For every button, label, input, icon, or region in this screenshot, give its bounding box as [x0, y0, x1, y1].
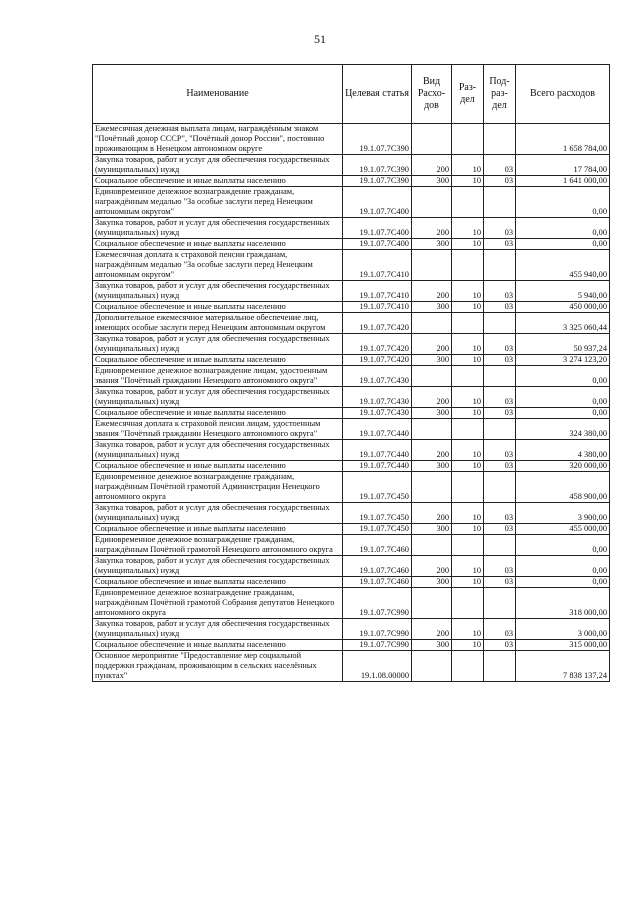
- table-row: [93, 651, 610, 682]
- row-kind-cell: 200: [412, 619, 452, 640]
- row-name-cell: Закупка товаров, работ и услуг для обеспечения государственных (муниципальных) нужд: [93, 334, 343, 355]
- row-subsection-cell: 03: [484, 440, 516, 461]
- row-total-cell: 4 380,00: [516, 440, 610, 461]
- table-row: [93, 313, 610, 334]
- row-code-cell: 19.1.07.7С430: [343, 387, 412, 408]
- row-name-cell: Единовременное денежное вознаграждение гражданам, награждённым Почётной грамотой Ненецкого автономного округа: [93, 535, 343, 556]
- row-subsection-cell: [484, 651, 516, 682]
- row-subsection-cell: [484, 187, 516, 218]
- row-section-cell: 10: [452, 524, 484, 535]
- row-kind-cell: 300: [412, 640, 452, 651]
- header-total: Всего расходов: [516, 65, 610, 124]
- row-code-cell: 19.1.07.7С400: [343, 187, 412, 218]
- row-subsection-cell: [484, 124, 516, 155]
- row-section-cell: [452, 419, 484, 440]
- row-section-cell: 10: [452, 440, 484, 461]
- row-total-cell: 5 940,00: [516, 281, 610, 302]
- row-kind-cell: [412, 250, 452, 281]
- row-name-cell: Единовременное денежное вознаграждение лицам, удостоенным звания "Почётный гражданин Ненецкого автономного округа": [93, 366, 343, 387]
- table-row: [93, 176, 610, 187]
- row-section-cell: 10: [452, 503, 484, 524]
- row-kind-cell: 300: [412, 176, 452, 187]
- row-section-cell: 10: [452, 281, 484, 302]
- table-body: [93, 124, 610, 682]
- row-code-cell: 19.1.08.00000: [343, 651, 412, 682]
- table-row: [93, 302, 610, 313]
- row-name-cell: Ежемесячная денежная выплата лицам, награждённым знаком "Почётный донор СССР", "Почётный донор России", постоянно проживающим в Ненецком автономном округе: [93, 124, 343, 155]
- row-name-cell: Социальное обеспечение и иные выплаты населению: [93, 640, 343, 651]
- table-row: [93, 239, 610, 250]
- row-total-cell: 0,00: [516, 556, 610, 577]
- table-row: [93, 503, 610, 524]
- row-code-cell: 19.1.07.7С400: [343, 218, 412, 239]
- row-code-cell: 19.1.07.7С990: [343, 619, 412, 640]
- row-code-cell: 19.1.07.7С430: [343, 366, 412, 387]
- row-total-cell: 0,00: [516, 366, 610, 387]
- row-kind-cell: 200: [412, 387, 452, 408]
- row-section-cell: 10: [452, 176, 484, 187]
- row-subsection-cell: 03: [484, 640, 516, 651]
- row-code-cell: 19.1.07.7С450: [343, 472, 412, 503]
- row-kind-cell: 300: [412, 355, 452, 366]
- row-section-cell: 10: [452, 302, 484, 313]
- row-subsection-cell: [484, 419, 516, 440]
- table-row: [93, 461, 610, 472]
- row-total-cell: 1 641 000,00: [516, 176, 610, 187]
- row-section-cell: 10: [452, 239, 484, 250]
- row-code-cell: 19.1.07.7С390: [343, 124, 412, 155]
- row-name-cell: Ежемесячная доплата к страховой пенсии лицам, удостоенным звания "Почётный гражданин Ненецкого автономного округа": [93, 419, 343, 440]
- row-name-cell: Социальное обеспечение и иные выплаты населению: [93, 239, 343, 250]
- table-row: [93, 250, 610, 281]
- row-section-cell: 10: [452, 556, 484, 577]
- row-section-cell: [452, 313, 484, 334]
- table-row: [93, 419, 610, 440]
- row-subsection-cell: 03: [484, 577, 516, 588]
- row-kind-cell: 300: [412, 408, 452, 419]
- row-subsection-cell: [484, 535, 516, 556]
- row-section-cell: [452, 651, 484, 682]
- row-kind-cell: 300: [412, 461, 452, 472]
- table-row: [93, 366, 610, 387]
- table-row: [93, 408, 610, 419]
- row-name-cell: Основное мероприятие "Предоставление мер социальной поддержки гражданам, проживающим в сельских населённых пунктах": [93, 651, 343, 682]
- row-name-cell: Социальное обеспечение и иные выплаты населению: [93, 302, 343, 313]
- row-total-cell: 455 940,00: [516, 250, 610, 281]
- row-subsection-cell: 03: [484, 524, 516, 535]
- header-section: Раз-дел: [452, 65, 484, 124]
- row-name-cell: Закупка товаров, работ и услуг для обеспечения государственных (муниципальных) нужд: [93, 440, 343, 461]
- row-code-cell: 19.1.07.7С390: [343, 155, 412, 176]
- budget-table: [92, 64, 610, 682]
- row-name-cell: Единовременное денежное вознаграждение гражданам, награждённым медалью "За особые заслуги перед Ненецким автономным округом": [93, 187, 343, 218]
- header-kind: Вид Расхо-дов: [412, 65, 452, 124]
- row-section-cell: 10: [452, 461, 484, 472]
- row-total-cell: 3 000,00: [516, 619, 610, 640]
- row-total-cell: 0,00: [516, 387, 610, 408]
- row-code-cell: 19.1.07.7С990: [343, 640, 412, 651]
- row-subsection-cell: 03: [484, 302, 516, 313]
- row-subsection-cell: [484, 472, 516, 503]
- row-section-cell: 10: [452, 577, 484, 588]
- row-subsection-cell: 03: [484, 387, 516, 408]
- row-subsection-cell: 03: [484, 218, 516, 239]
- row-subsection-cell: [484, 313, 516, 334]
- row-section-cell: [452, 124, 484, 155]
- row-code-cell: 19.1.07.7С460: [343, 577, 412, 588]
- row-code-cell: 19.1.07.7С400: [343, 239, 412, 250]
- table-row: [93, 387, 610, 408]
- row-section-cell: 10: [452, 408, 484, 419]
- page-number: 51: [314, 32, 326, 46]
- row-name-cell: Социальное обеспечение и иные выплаты населению: [93, 355, 343, 366]
- row-subsection-cell: [484, 366, 516, 387]
- row-name-cell: Закупка товаров, работ и услуг для обеспечения государственных (муниципальных) нужд: [93, 218, 343, 239]
- table-header-row: [93, 65, 610, 124]
- row-code-cell: 19.1.07.7С450: [343, 524, 412, 535]
- row-subsection-cell: 03: [484, 176, 516, 187]
- row-section-cell: 10: [452, 619, 484, 640]
- row-section-cell: 10: [452, 218, 484, 239]
- table-row: [93, 524, 610, 535]
- row-total-cell: 0,00: [516, 187, 610, 218]
- row-kind-cell: 300: [412, 577, 452, 588]
- row-section-cell: [452, 472, 484, 503]
- table-row: [93, 440, 610, 461]
- row-section-cell: 10: [452, 387, 484, 408]
- row-code-cell: 19.1.07.7С410: [343, 250, 412, 281]
- row-subsection-cell: 03: [484, 334, 516, 355]
- row-total-cell: 3 274 123,20: [516, 355, 610, 366]
- row-section-cell: 10: [452, 155, 484, 176]
- row-total-cell: 458 900,00: [516, 472, 610, 503]
- row-total-cell: 318 000,00: [516, 588, 610, 619]
- table-row: [93, 355, 610, 366]
- row-name-cell: Дополнительное ежемесячное материальное обеспечение лиц, имеющих особые заслуги перед Ненецким автономным округом: [93, 313, 343, 334]
- row-total-cell: 3 900,00: [516, 503, 610, 524]
- table-row: [93, 556, 610, 577]
- row-subsection-cell: [484, 250, 516, 281]
- row-total-cell: 0,00: [516, 239, 610, 250]
- table-row: [93, 218, 610, 239]
- row-name-cell: Закупка товаров, работ и услуг для обеспечения государственных (муниципальных) нужд: [93, 619, 343, 640]
- row-total-cell: 315 000,00: [516, 640, 610, 651]
- row-subsection-cell: 03: [484, 355, 516, 366]
- row-kind-cell: [412, 419, 452, 440]
- row-name-cell: Социальное обеспечение и иные выплаты населению: [93, 524, 343, 535]
- row-kind-cell: 200: [412, 155, 452, 176]
- row-name-cell: Закупка товаров, работ и услуг для обеспечения государственных (муниципальных) нужд: [93, 155, 343, 176]
- row-kind-cell: 300: [412, 239, 452, 250]
- row-name-cell: Закупка товаров, работ и услуг для обеспечения государственных (муниципальных) нужд: [93, 281, 343, 302]
- row-total-cell: 0,00: [516, 535, 610, 556]
- row-section-cell: 10: [452, 334, 484, 355]
- row-code-cell: 19.1.07.7С410: [343, 302, 412, 313]
- row-name-cell: Социальное обеспечение и иные выплаты населению: [93, 461, 343, 472]
- row-total-cell: 0,00: [516, 408, 610, 419]
- header-name: Наименование: [93, 65, 343, 124]
- row-code-cell: 19.1.07.7С420: [343, 334, 412, 355]
- row-kind-cell: 200: [412, 556, 452, 577]
- header-target: Целевая статья: [343, 65, 412, 124]
- row-total-cell: 1 658 784,00: [516, 124, 610, 155]
- row-code-cell: 19.1.07.7С460: [343, 535, 412, 556]
- row-code-cell: 19.1.07.7С420: [343, 313, 412, 334]
- table-row: [93, 619, 610, 640]
- row-code-cell: 19.1.07.7С460: [343, 556, 412, 577]
- row-kind-cell: [412, 472, 452, 503]
- row-code-cell: 19.1.07.7С440: [343, 461, 412, 472]
- row-name-cell: Единовременное денежное вознаграждение гражданам, награждённым Почётной грамотой Собрания депутатов Ненецкого автономного округа: [93, 588, 343, 619]
- row-code-cell: 19.1.07.7С430: [343, 408, 412, 419]
- row-kind-cell: [412, 187, 452, 218]
- row-subsection-cell: 03: [484, 281, 516, 302]
- row-subsection-cell: 03: [484, 503, 516, 524]
- row-total-cell: 0,00: [516, 218, 610, 239]
- table-row: [93, 577, 610, 588]
- row-total-cell: 324 380,00: [516, 419, 610, 440]
- row-code-cell: 19.1.07.7С450: [343, 503, 412, 524]
- row-total-cell: 50 937,24: [516, 334, 610, 355]
- table-row: [93, 535, 610, 556]
- row-name-cell: Социальное обеспечение и иные выплаты населению: [93, 577, 343, 588]
- row-kind-cell: 200: [412, 218, 452, 239]
- row-kind-cell: 200: [412, 334, 452, 355]
- row-name-cell: Закупка товаров, работ и услуг для обеспечения государственных (муниципальных) нужд: [93, 556, 343, 577]
- row-subsection-cell: 03: [484, 556, 516, 577]
- row-section-cell: [452, 588, 484, 619]
- row-subsection-cell: 03: [484, 461, 516, 472]
- row-kind-cell: 200: [412, 503, 452, 524]
- row-kind-cell: 200: [412, 281, 452, 302]
- table-row: [93, 640, 610, 651]
- row-section-cell: [452, 187, 484, 218]
- row-section-cell: 10: [452, 355, 484, 366]
- row-code-cell: 19.1.07.7С440: [343, 419, 412, 440]
- table-row: [93, 155, 610, 176]
- row-section-cell: [452, 366, 484, 387]
- row-code-cell: 19.1.07.7С440: [343, 440, 412, 461]
- row-section-cell: [452, 250, 484, 281]
- row-total-cell: 320 000,00: [516, 461, 610, 472]
- table-row: [93, 334, 610, 355]
- table-row: [93, 281, 610, 302]
- row-code-cell: 19.1.07.7С990: [343, 588, 412, 619]
- row-kind-cell: [412, 651, 452, 682]
- row-total-cell: 450 000,00: [516, 302, 610, 313]
- row-kind-cell: [412, 366, 452, 387]
- table-row: [93, 472, 610, 503]
- row-total-cell: 7 838 137,24: [516, 651, 610, 682]
- row-section-cell: [452, 535, 484, 556]
- row-total-cell: 3 325 060,44: [516, 313, 610, 334]
- row-name-cell: Закупка товаров, работ и услуг для обеспечения государственных (муниципальных) нужд: [93, 503, 343, 524]
- header-subsection: Под-раз-дел: [484, 65, 516, 124]
- row-subsection-cell: 03: [484, 619, 516, 640]
- row-kind-cell: 200: [412, 440, 452, 461]
- row-subsection-cell: [484, 588, 516, 619]
- row-name-cell: Социальное обеспечение и иные выплаты населению: [93, 176, 343, 187]
- row-code-cell: 19.1.07.7С410: [343, 281, 412, 302]
- row-name-cell: Ежемесячная доплата к страховой пенсии гражданам, награждённым медалью "За особые заслуги перед Ненецким автономным округом": [93, 250, 343, 281]
- table-row: [93, 124, 610, 155]
- table-row: [93, 588, 610, 619]
- row-name-cell: Единовременное денежное вознаграждение гражданам, награждённым Почётной грамотой Администрации Ненецкого автономного округа: [93, 472, 343, 503]
- row-kind-cell: [412, 535, 452, 556]
- row-code-cell: 19.1.07.7С390: [343, 176, 412, 187]
- row-total-cell: 455 000,00: [516, 524, 610, 535]
- row-kind-cell: 300: [412, 524, 452, 535]
- table-row: [93, 187, 610, 218]
- row-name-cell: Социальное обеспечение и иные выплаты населению: [93, 408, 343, 419]
- row-name-cell: Закупка товаров, работ и услуг для обеспечения государственных (муниципальных) нужд: [93, 387, 343, 408]
- row-kind-cell: [412, 124, 452, 155]
- row-subsection-cell: 03: [484, 408, 516, 419]
- row-total-cell: 17 784,00: [516, 155, 610, 176]
- row-section-cell: 10: [452, 640, 484, 651]
- row-kind-cell: [412, 313, 452, 334]
- row-subsection-cell: 03: [484, 239, 516, 250]
- row-code-cell: 19.1.07.7С420: [343, 355, 412, 366]
- row-subsection-cell: 03: [484, 155, 516, 176]
- row-kind-cell: [412, 588, 452, 619]
- row-total-cell: 0,00: [516, 577, 610, 588]
- row-kind-cell: 300: [412, 302, 452, 313]
